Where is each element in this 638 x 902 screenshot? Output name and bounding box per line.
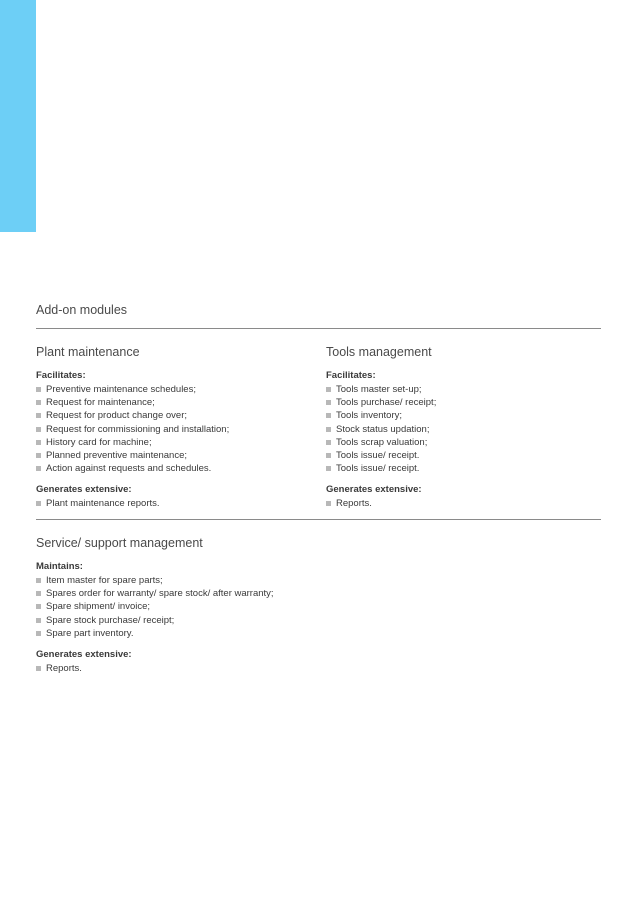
list-item — [326, 383, 436, 396]
list-item — [36, 662, 132, 675]
list-item — [36, 627, 274, 640]
plant-generates-label: Generates extensive: — [36, 484, 132, 495]
list-item-text: Tools issue/ receipt. — [336, 463, 420, 475]
divider-middle — [36, 519, 601, 520]
square-bullet-icon — [36, 400, 41, 405]
tools-facilitates-block — [326, 369, 436, 475]
square-bullet-icon — [36, 666, 41, 671]
list-item — [326, 409, 436, 422]
square-bullet-icon — [36, 413, 41, 418]
list-item — [36, 449, 229, 462]
list-item — [326, 449, 436, 462]
list-item — [36, 383, 229, 396]
tools-generates-list — [326, 497, 422, 510]
list-item-text: Stock status updation; — [336, 423, 430, 435]
plant-generates-list — [36, 497, 160, 510]
list-item-text: Item master for spare parts; — [46, 575, 163, 586]
list-item — [36, 497, 160, 510]
service-generates-label: Generates extensive: — [36, 649, 132, 660]
list-item-text: History card for machine; — [46, 436, 152, 448]
list-item — [36, 574, 274, 587]
square-bullet-icon — [326, 400, 331, 405]
square-bullet-icon — [36, 440, 41, 445]
list-item — [36, 409, 229, 422]
square-bullet-icon — [36, 631, 41, 636]
list-item — [36, 462, 229, 475]
square-bullet-icon — [326, 440, 331, 445]
square-bullet-icon — [36, 427, 41, 432]
tools-generates-block — [326, 483, 422, 510]
list-item-text: Request for maintenance; — [46, 397, 155, 409]
list-item-text: Spare shipment/ invoice; — [46, 601, 151, 613]
list-item-text: Action against requests and schedules. — [46, 463, 212, 475]
list-item — [326, 497, 422, 510]
list-item-text: Spares order for warranty/ spare stock/ after warranty; — [46, 588, 274, 600]
list-item-text: Request for commissioning and installation; — [46, 423, 230, 435]
list-item — [36, 587, 274, 600]
square-bullet-icon — [326, 466, 331, 471]
square-bullet-icon — [36, 453, 41, 458]
plant-maintenance-title: Plant maintenance — [36, 345, 140, 359]
square-bullet-icon — [36, 578, 41, 583]
list-item-text: Reports. — [336, 498, 372, 509]
square-bullet-icon — [36, 591, 41, 596]
tools-management-title: Tools management — [326, 345, 432, 359]
list-item-text: Reports. — [46, 663, 82, 674]
list-item — [36, 614, 274, 627]
service-generates-block — [36, 648, 132, 675]
square-bullet-icon — [36, 604, 41, 609]
tools-facilitates-label: Facilitates: — [326, 370, 376, 381]
divider-top — [36, 328, 601, 329]
list-item — [326, 396, 436, 409]
list-item-text: Tools inventory; — [336, 410, 403, 422]
list-item-text: Preventive maintenance schedules; — [46, 384, 196, 395]
list-item-text: Plant maintenance reports. — [46, 498, 160, 509]
list-item — [36, 396, 229, 409]
list-item-text: Request for product change over; — [46, 410, 188, 422]
square-bullet-icon — [326, 501, 331, 506]
square-bullet-icon — [36, 501, 41, 506]
list-item-text: Tools master set-up; — [336, 384, 422, 395]
tools-generates-label: Generates extensive: — [326, 484, 422, 495]
list-item — [326, 423, 436, 436]
square-bullet-icon — [326, 387, 331, 392]
service-maintains-block — [36, 560, 274, 640]
service-maintains-list — [36, 574, 274, 640]
list-item-text: Tools purchase/ receipt; — [336, 397, 437, 409]
list-item — [36, 423, 229, 436]
square-bullet-icon — [326, 427, 331, 432]
plant-generates-block — [36, 483, 160, 510]
accent-bar — [0, 0, 36, 232]
tools-facilitates-list — [326, 383, 436, 475]
service-support-title: Service/ support management — [36, 536, 203, 550]
list-item — [36, 436, 229, 449]
square-bullet-icon — [36, 618, 41, 623]
plant-facilitates-block — [36, 369, 229, 475]
addon-modules-title: Add-on modules — [36, 303, 128, 317]
plant-facilitates-list — [36, 383, 229, 475]
list-item-text: Planned preventive maintenance; — [46, 450, 188, 462]
list-item — [36, 600, 274, 613]
plant-facilitates-label: Facilitates: — [36, 370, 86, 381]
list-item-text: Spare part inventory. — [46, 627, 134, 639]
square-bullet-icon — [326, 453, 331, 458]
service-maintains-label: Maintains: — [36, 561, 83, 572]
list-item-text: Spare stock purchase/ receipt; — [46, 614, 175, 626]
square-bullet-icon — [36, 387, 41, 392]
square-bullet-icon — [36, 466, 41, 471]
service-generates-list — [36, 662, 132, 675]
list-item — [326, 462, 436, 475]
list-item-text: Tools issue/ receipt. — [336, 450, 420, 462]
list-item — [326, 436, 436, 449]
square-bullet-icon — [326, 413, 331, 418]
list-item-text: Tools scrap valuation; — [336, 436, 428, 448]
